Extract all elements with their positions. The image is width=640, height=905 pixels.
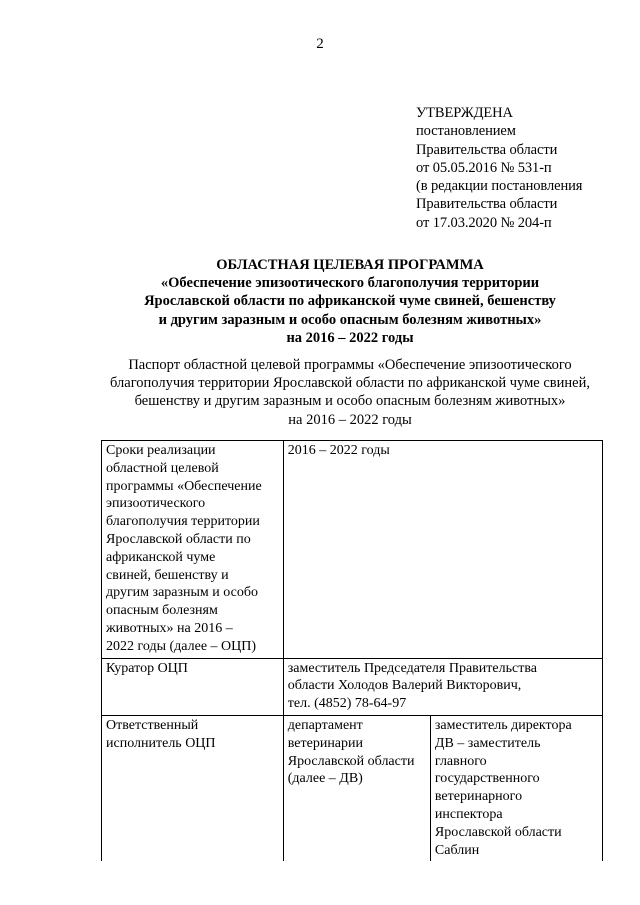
approval-line: от 17.03.2020 № 204-п <box>416 214 552 231</box>
program-title <box>60 256 640 347</box>
approval-line: (в редакции постановления <box>416 178 583 195</box>
cell-line: (далее – ДВ) <box>287 771 363 787</box>
cell-line: Ответственный <box>106 717 199 733</box>
cell-line: Саблин <box>434 842 480 858</box>
passport-heading <box>60 356 640 429</box>
cell-line: заместитель директора <box>434 717 572 733</box>
title-line: на 2016 – 2022 годы <box>286 329 414 346</box>
cell-line: программы «Обеспечение <box>106 478 262 494</box>
cell-line: инспектора <box>434 806 503 822</box>
cell-line: ДВ – заместитель <box>434 735 541 751</box>
cell-line: опасным болезням <box>106 603 218 619</box>
approval-line: Правительства области <box>416 141 558 158</box>
executor-person-cell <box>430 715 602 861</box>
cell-line: 2022 годы (далее – ОЦП) <box>106 638 257 654</box>
title-line: и другим заразным и особо опасным болезням животных» <box>158 311 542 328</box>
approval-line: УТВЕРЖДЕНА <box>416 105 513 121</box>
cell-line: свиней, бешенству и <box>106 567 229 583</box>
cell-line: области Холодов Валерий Викторович, <box>287 678 522 694</box>
curator-label-cell <box>102 658 284 715</box>
executor-label-cell <box>102 715 284 861</box>
cell-line: 2016 – 2022 годы <box>287 443 390 458</box>
approval-line: от 05.05.2016 № 531-п <box>416 159 552 176</box>
executor-department-cell <box>283 715 430 861</box>
title-line: ОБЛАСТНАЯ ЦЕЛЕВАЯ ПРОГРАММА <box>216 257 484 273</box>
table-row-term <box>102 441 603 659</box>
cell-line: другим заразным и особо <box>106 585 258 601</box>
title-line: Ярославской области по африканской чуме свиней, бешенству <box>144 293 556 310</box>
cell-line: исполнитель ОЦП <box>106 735 216 751</box>
title-line: «Обеспечение эпизоотического благополучия территории <box>160 275 540 292</box>
cell-line: тел. (4852) 78-64-97 <box>287 696 407 712</box>
cell-line: ветеринарного <box>434 789 523 805</box>
cell-line: государственного <box>434 771 540 787</box>
cell-line: департамент <box>287 717 363 733</box>
table-row-curator <box>102 658 603 715</box>
passport-line: бешенству и другим заразным и особо опасным болезням животных» <box>134 393 566 410</box>
cell-line: главного <box>434 753 487 769</box>
table-row-executor <box>102 715 603 861</box>
cell-line: Ярославской области <box>434 824 562 840</box>
cell-line: животных» на 2016 – <box>106 620 233 636</box>
approval-line: Правительства области <box>416 196 558 213</box>
cell-line: областной целевой <box>106 460 219 476</box>
cell-line: Куратор ОЦП <box>106 660 188 676</box>
approval-stamp <box>416 104 582 232</box>
cell-line: ветеринарии <box>287 735 364 751</box>
passport-line: на 2016 – 2022 годы <box>288 411 412 428</box>
cell-line: заместитель Председателя Правительства <box>287 660 537 676</box>
cell-line: африканской чуме <box>106 549 216 565</box>
passport-line: Паспорт областной целевой программы «Обеспечение эпизоотического <box>128 357 572 373</box>
passport-table <box>101 440 603 861</box>
term-label-cell <box>102 441 284 659</box>
cell-line: Ярославской области по <box>106 531 251 547</box>
curator-value-cell <box>283 658 602 715</box>
cell-line: эпизоотического <box>106 496 206 512</box>
term-value-cell <box>283 441 602 659</box>
cell-line: Ярославской области <box>287 753 415 769</box>
cell-line: Сроки реализации <box>106 443 216 458</box>
page-number: 2 <box>316 36 324 52</box>
passport-line: благополучия территории Ярославской области по африканской чуме свиней, <box>110 375 590 392</box>
approval-line: постановлением <box>416 123 516 140</box>
cell-line: благополучия территории <box>106 514 260 530</box>
